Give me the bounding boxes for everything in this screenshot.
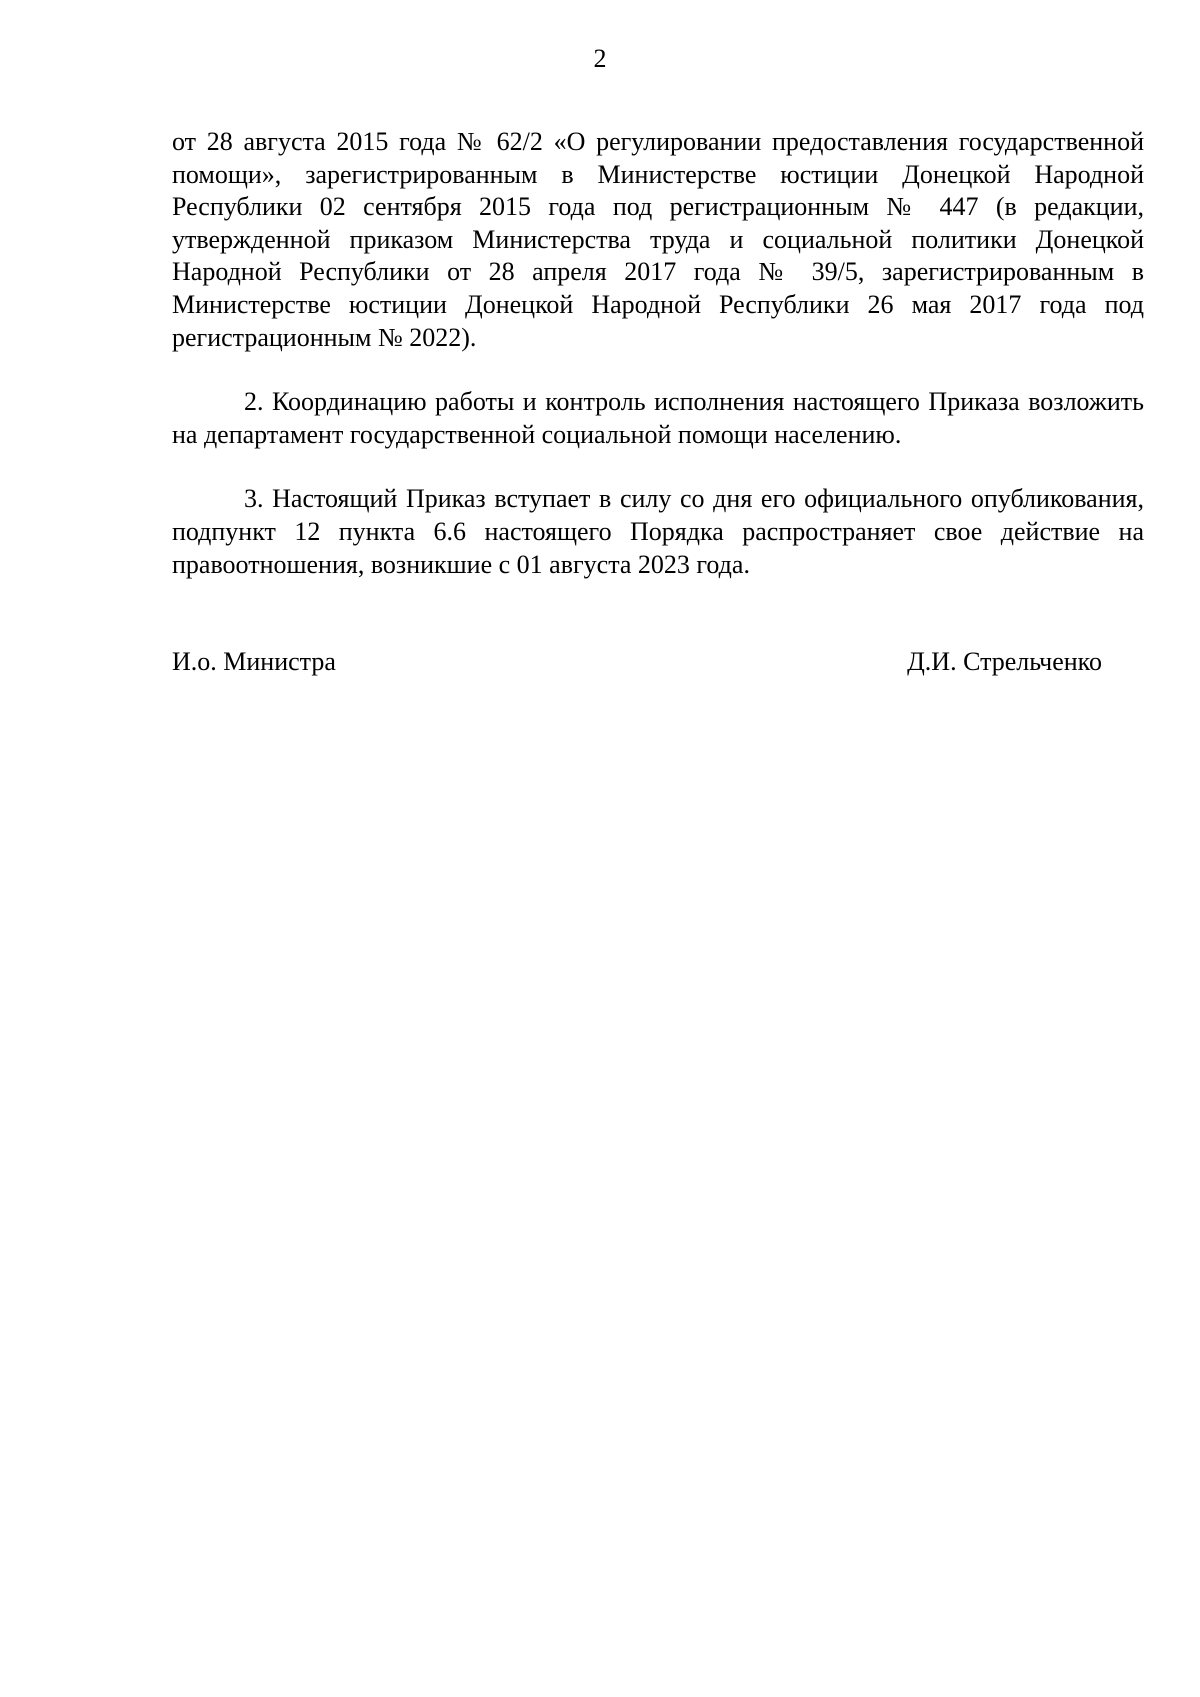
signatory-position: И.о. Министра bbox=[172, 647, 336, 676]
paragraph-item-2: 2. Координацию работы и контроль исполнения настоящего Приказа возложить на департамент государственной социальной помощи населению. bbox=[172, 387, 1144, 449]
signature-block bbox=[172, 646, 1102, 678]
signatory-name: Д.И. Стрельченко bbox=[907, 647, 1102, 676]
document-body bbox=[172, 126, 1144, 581]
page-number: 2 bbox=[593, 44, 607, 73]
paragraph-item-3: 3. Настоящий Приказ вступает в силу со дня его официального опубликования, подпункт 12 пункта 6.6 настоящего Порядка распространяет свое действие на правоотношения, возникшие с 01 августа 2023 года. bbox=[172, 484, 1144, 579]
paragraph-continuation: от 28 августа 2015 года № 62/2 «О регулировании предоставления государственной помощи», зарегистрированным в Министерстве юстиции Донецкой Народной Республики 02 сентября 2015 года под регистрационным № 447 (в редакции, утвержденной приказом Министерства труда и социальной политики Донецкой Народной Республики от 28 апреля 2017 года № 39/5, зарегистрированным в Министерстве юстиции Донецкой Народной Республики 26 мая 2017 года под регистрационным № 2022). bbox=[172, 127, 1144, 352]
